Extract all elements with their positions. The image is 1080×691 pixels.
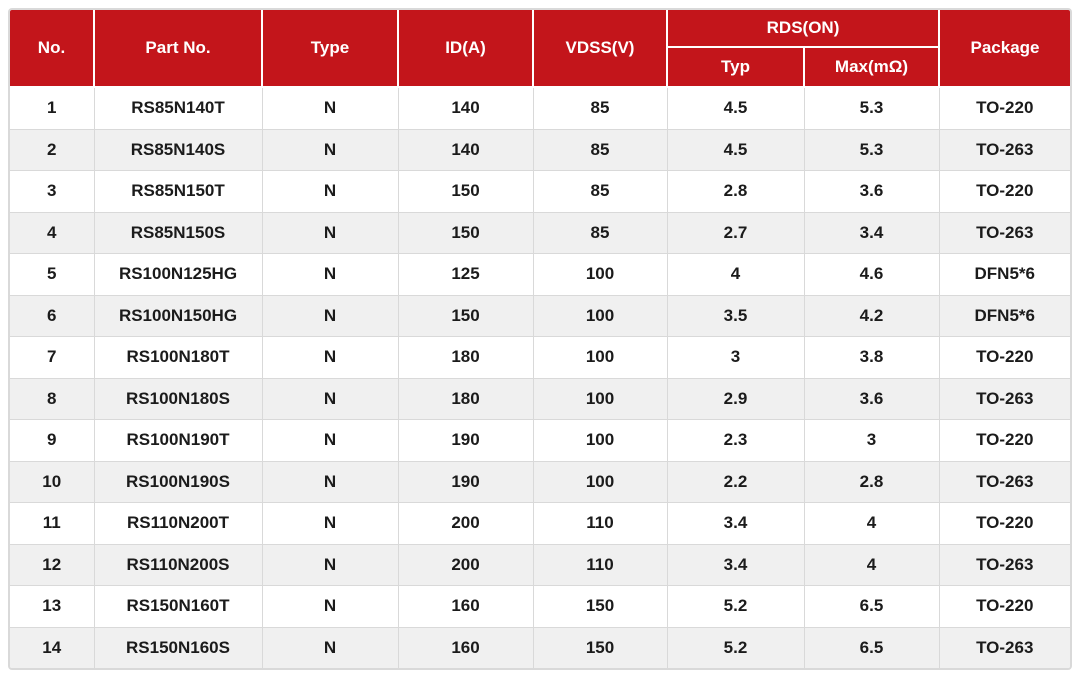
table-cell-no: 8: [10, 378, 94, 420]
table-cell-vdss_v: 85: [533, 212, 667, 254]
table-cell-vdss_v: 100: [533, 461, 667, 503]
table-cell-vdss_v: 110: [533, 544, 667, 586]
table-cell-no: 14: [10, 627, 94, 668]
table-cell-no: 2: [10, 129, 94, 171]
table-row: [10, 378, 1070, 420]
table-cell-rds_max: 5.3: [804, 129, 939, 171]
table-cell-id_a: 200: [398, 503, 533, 545]
table-cell-package: TO-220: [939, 503, 1070, 545]
table-cell-id_a: 150: [398, 212, 533, 254]
table-cell-rds_typ: 5.2: [667, 627, 804, 668]
table-cell-rds_typ: 4.5: [667, 87, 804, 129]
table-cell-id_a: 190: [398, 420, 533, 462]
table-row: [10, 586, 1070, 628]
table-cell-rds_max: 3.6: [804, 378, 939, 420]
table-cell-rds_max: 4: [804, 503, 939, 545]
table-cell-vdss_v: 100: [533, 295, 667, 337]
table-cell-no: 12: [10, 544, 94, 586]
table-cell-type: N: [262, 544, 398, 586]
table-cell-vdss_v: 110: [533, 503, 667, 545]
table-cell-package: TO-220: [939, 586, 1070, 628]
table-cell-id_a: 200: [398, 544, 533, 586]
table-cell-part_no: RS85N150T: [94, 171, 262, 213]
table-cell-rds_typ: 2.2: [667, 461, 804, 503]
table-cell-rds_max: 3.4: [804, 212, 939, 254]
table-cell-part_no: RS100N190S: [94, 461, 262, 503]
table-row: [10, 627, 1070, 668]
table-cell-part_no: RS100N125HG: [94, 254, 262, 296]
table-cell-type: N: [262, 627, 398, 668]
table-cell-part_no: RS110N200S: [94, 544, 262, 586]
table-cell-vdss_v: 85: [533, 171, 667, 213]
table-cell-type: N: [262, 295, 398, 337]
table-cell-id_a: 125: [398, 254, 533, 296]
table-cell-type: N: [262, 171, 398, 213]
table-cell-rds_typ: 3: [667, 337, 804, 379]
table-cell-rds_typ: 4: [667, 254, 804, 296]
table-cell-vdss_v: 100: [533, 254, 667, 296]
col-header-id-a: ID(A): [398, 10, 533, 87]
table-cell-part_no: RS100N190T: [94, 420, 262, 462]
table-cell-type: N: [262, 420, 398, 462]
table-cell-rds_max: 4.2: [804, 295, 939, 337]
table-cell-no: 4: [10, 212, 94, 254]
table-cell-id_a: 180: [398, 337, 533, 379]
table-cell-rds_max: 2.8: [804, 461, 939, 503]
table-row: [10, 337, 1070, 379]
table-cell-vdss_v: 150: [533, 586, 667, 628]
table-row: [10, 129, 1070, 171]
table-cell-no: 10: [10, 461, 94, 503]
table-cell-part_no: RS100N150HG: [94, 295, 262, 337]
table-cell-type: N: [262, 129, 398, 171]
col-header-part-no: Part No.: [94, 10, 262, 87]
table-cell-rds_typ: 3.5: [667, 295, 804, 337]
table-cell-package: TO-220: [939, 420, 1070, 462]
table-cell-rds_max: 3: [804, 420, 939, 462]
table-cell-rds_typ: 2.7: [667, 212, 804, 254]
table-cell-type: N: [262, 461, 398, 503]
col-header-type: Type: [262, 10, 398, 87]
table-cell-package: TO-263: [939, 544, 1070, 586]
table-cell-no: 9: [10, 420, 94, 462]
table-cell-package: TO-220: [939, 337, 1070, 379]
table-cell-no: 5: [10, 254, 94, 296]
table-cell-type: N: [262, 87, 398, 129]
table-row: [10, 254, 1070, 296]
table-cell-package: TO-220: [939, 87, 1070, 129]
table-body: [10, 87, 1070, 668]
table-cell-no: 3: [10, 171, 94, 213]
table-cell-rds_max: 5.3: [804, 87, 939, 129]
table-row: [10, 420, 1070, 462]
table-cell-package: TO-263: [939, 378, 1070, 420]
table-cell-no: 1: [10, 87, 94, 129]
table-cell-vdss_v: 85: [533, 129, 667, 171]
table-cell-type: N: [262, 378, 398, 420]
table-cell-rds_max: 6.5: [804, 586, 939, 628]
table-cell-rds_max: 6.5: [804, 627, 939, 668]
table-cell-id_a: 150: [398, 295, 533, 337]
col-header-vdss-v: VDSS(V): [533, 10, 667, 87]
mosfet-parts-table: [10, 10, 1070, 668]
table-cell-type: N: [262, 586, 398, 628]
table-cell-rds_typ: 2.8: [667, 171, 804, 213]
table-cell-part_no: RS85N140S: [94, 129, 262, 171]
table-cell-no: 6: [10, 295, 94, 337]
table-cell-part_no: RS150N160S: [94, 627, 262, 668]
table-cell-package: DFN5*6: [939, 254, 1070, 296]
table-cell-package: DFN5*6: [939, 295, 1070, 337]
table-cell-type: N: [262, 337, 398, 379]
table-cell-vdss_v: 100: [533, 420, 667, 462]
table-cell-rds_max: 4: [804, 544, 939, 586]
table-cell-rds_max: 4.6: [804, 254, 939, 296]
table-row: [10, 461, 1070, 503]
table-cell-part_no: RS85N150S: [94, 212, 262, 254]
table-cell-vdss_v: 100: [533, 378, 667, 420]
table-row: [10, 503, 1070, 545]
table-cell-part_no: RS85N140T: [94, 87, 262, 129]
col-header-no: No.: [10, 10, 94, 87]
table-cell-id_a: 150: [398, 171, 533, 213]
table-cell-no: 7: [10, 337, 94, 379]
col-header-rds-max: Max(mΩ): [804, 47, 939, 87]
table-cell-vdss_v: 100: [533, 337, 667, 379]
col-header-package: Package: [939, 10, 1070, 87]
table-cell-rds_typ: 4.5: [667, 129, 804, 171]
table-cell-no: 13: [10, 586, 94, 628]
col-header-rds-on-group: RDS(ON): [667, 10, 939, 47]
col-header-rds-typ: Typ: [667, 47, 804, 87]
table-cell-type: N: [262, 503, 398, 545]
table-row: [10, 544, 1070, 586]
table-cell-id_a: 190: [398, 461, 533, 503]
table-cell-package: TO-263: [939, 461, 1070, 503]
table-cell-id_a: 180: [398, 378, 533, 420]
table-cell-rds_max: 3.8: [804, 337, 939, 379]
table-cell-rds_typ: 2.9: [667, 378, 804, 420]
table-header: [10, 10, 1070, 87]
table-cell-rds_typ: 5.2: [667, 586, 804, 628]
table-row: [10, 87, 1070, 129]
table-cell-vdss_v: 85: [533, 87, 667, 129]
table-cell-rds_typ: 3.4: [667, 544, 804, 586]
table-cell-package: TO-263: [939, 129, 1070, 171]
table-cell-part_no: RS100N180S: [94, 378, 262, 420]
table-cell-package: TO-263: [939, 627, 1070, 668]
table-cell-part_no: RS150N160T: [94, 586, 262, 628]
header-row-top: [10, 10, 1070, 47]
table-cell-rds_max: 3.6: [804, 171, 939, 213]
table-cell-part_no: RS100N180T: [94, 337, 262, 379]
table-cell-package: TO-220: [939, 171, 1070, 213]
table-row: [10, 171, 1070, 213]
table-cell-id_a: 160: [398, 586, 533, 628]
table-cell-type: N: [262, 254, 398, 296]
table-cell-part_no: RS110N200T: [94, 503, 262, 545]
table-cell-type: N: [262, 212, 398, 254]
table-cell-rds_typ: 3.4: [667, 503, 804, 545]
table-row: [10, 295, 1070, 337]
table-cell-id_a: 160: [398, 627, 533, 668]
table-cell-no: 11: [10, 503, 94, 545]
table-cell-rds_typ: 2.3: [667, 420, 804, 462]
table-cell-package: TO-263: [939, 212, 1070, 254]
table-cell-id_a: 140: [398, 87, 533, 129]
parts-table-frame: [8, 8, 1072, 670]
table-cell-id_a: 140: [398, 129, 533, 171]
table-cell-vdss_v: 150: [533, 627, 667, 668]
table-row: [10, 212, 1070, 254]
